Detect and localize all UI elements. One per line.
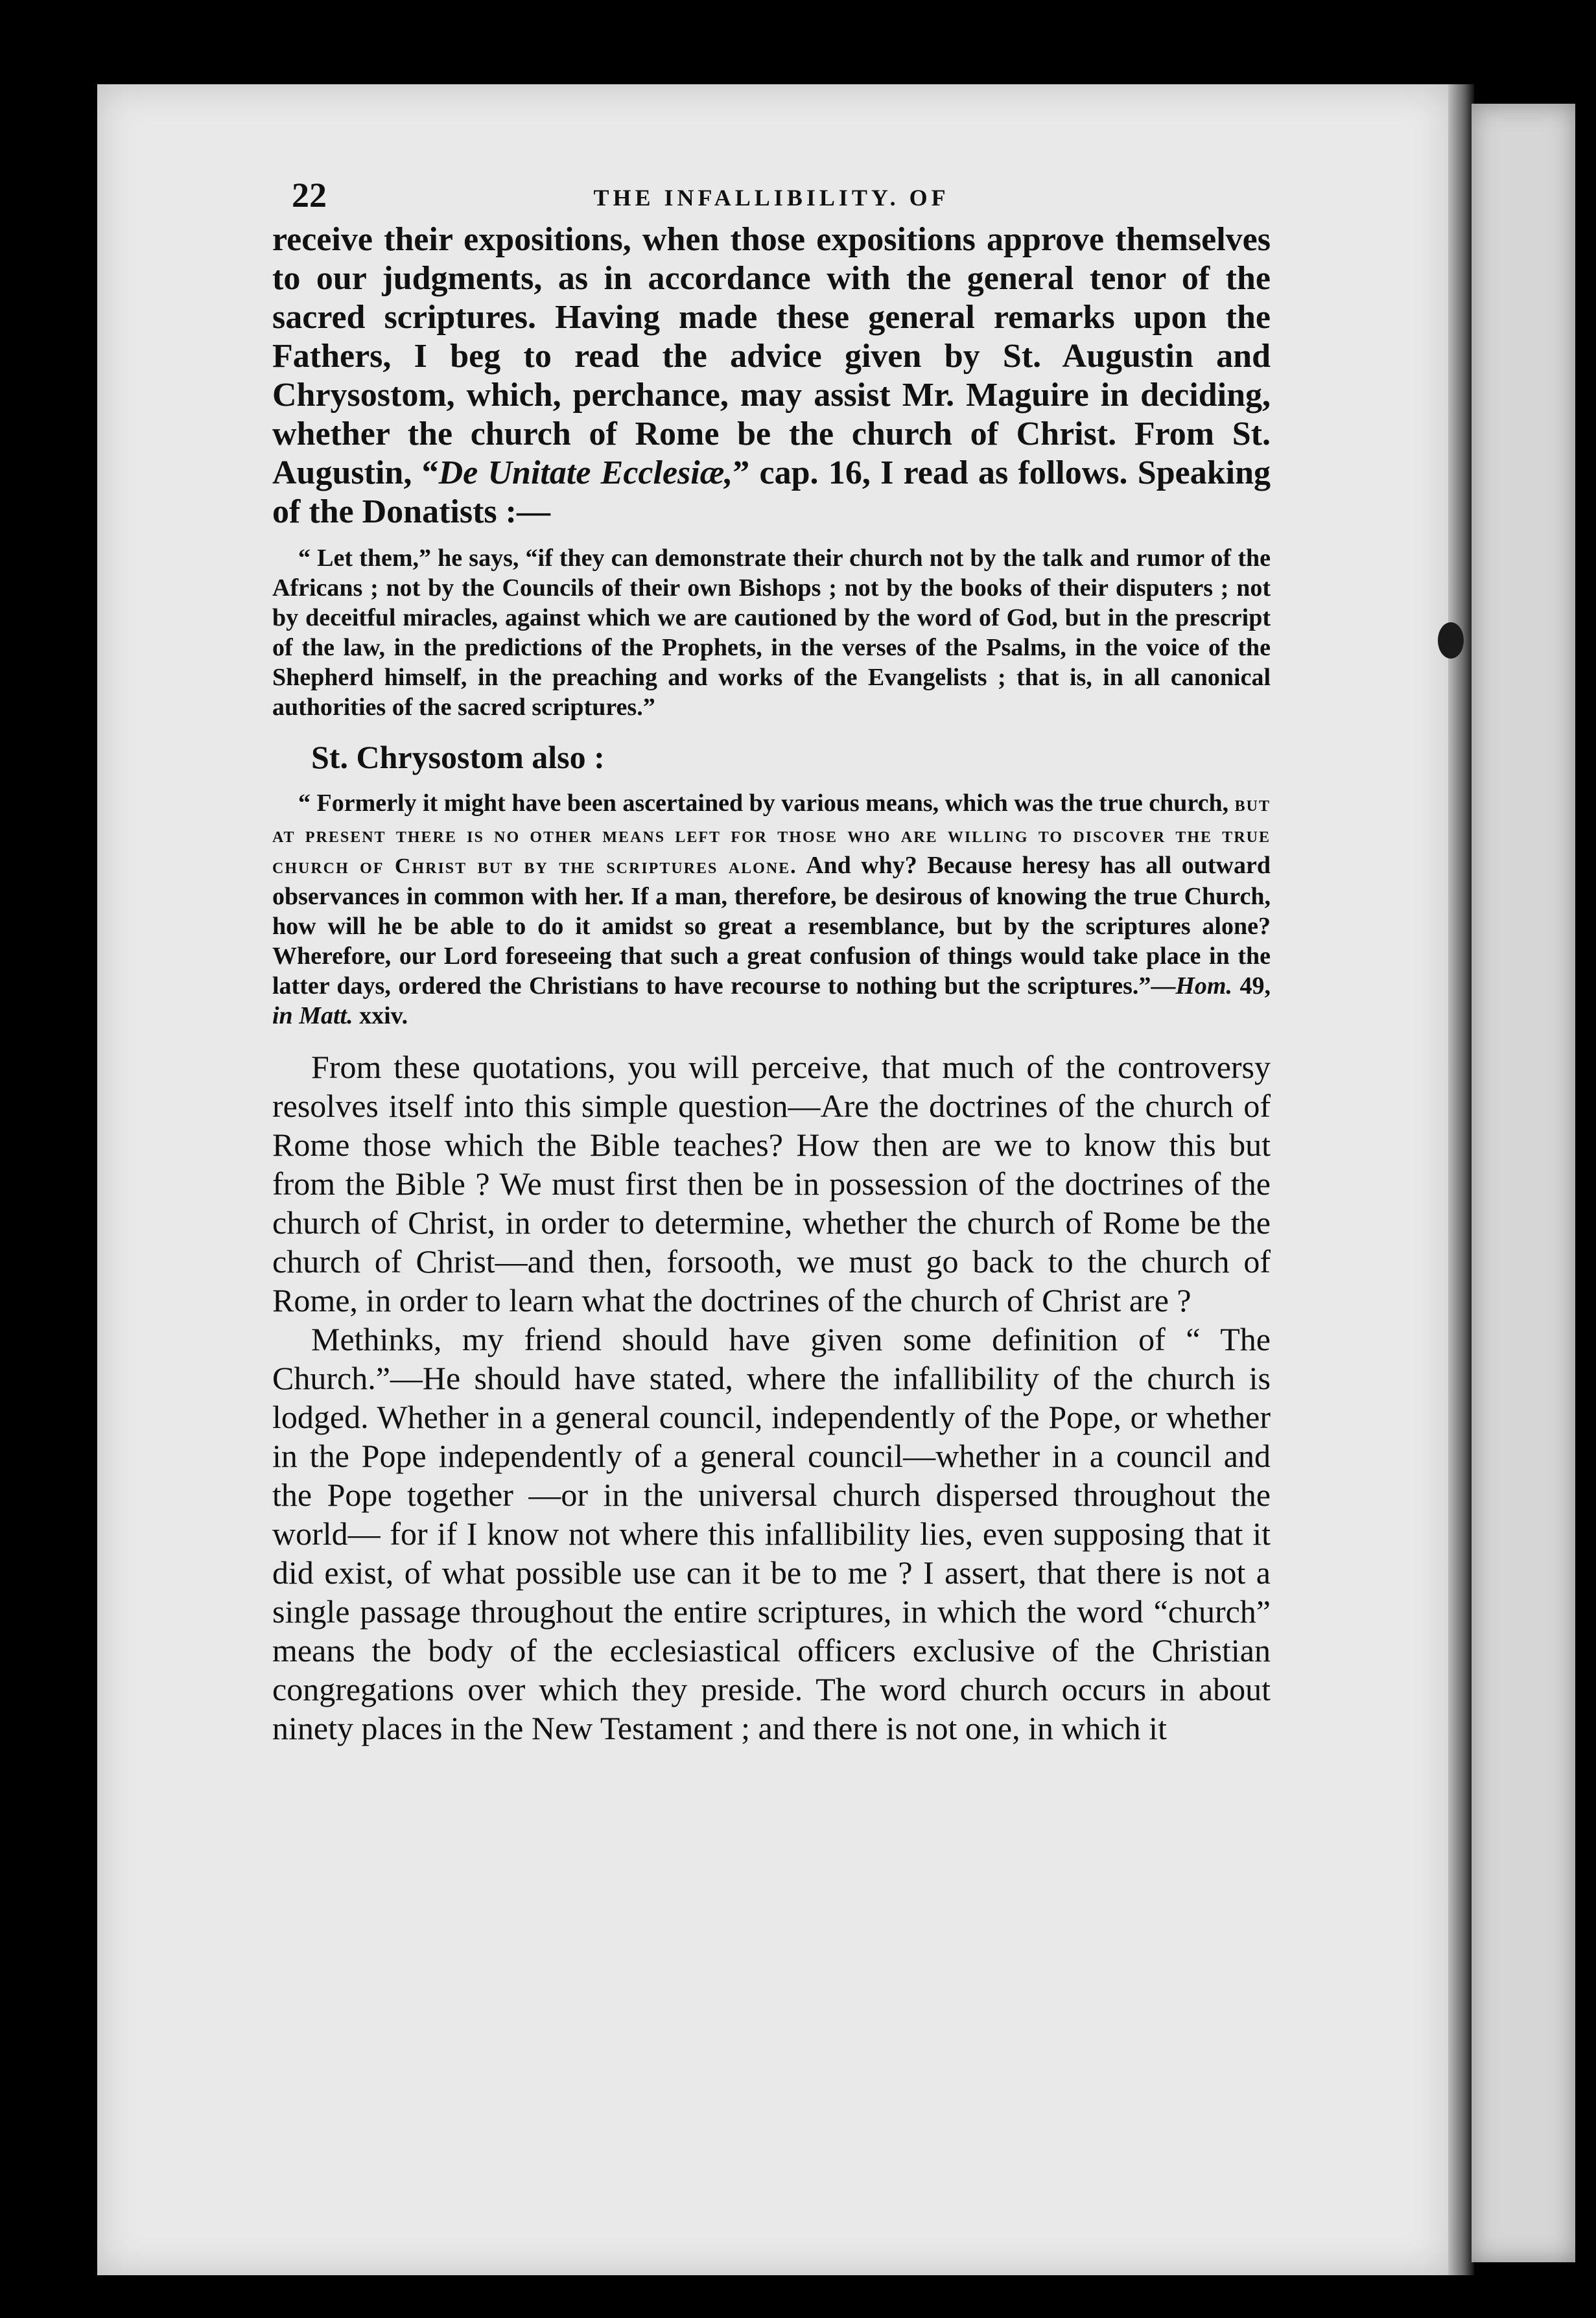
citation-hom: Hom.	[1175, 972, 1232, 1000]
work-title: De Unitate Ecclesiæ,	[438, 454, 733, 491]
quote-text: “ Formerly it might have been ascertained by various means, which was the true church,	[298, 790, 1229, 817]
page-number: 22	[292, 176, 327, 215]
ink-blot-mark	[1438, 622, 1464, 659]
paragraph-augustin-intro	[272, 220, 1271, 532]
paragraph-text: receive their expositions, when those expositions approve themselves to our judgments, as in accordance with the general tenor of the sacred scriptures. Having made these general remarks upon the Fathers, I beg to read the advice given by St. Augustin and Chrysostom, which, perchance, may assist Mr. Maguire in deciding, whether the church of Rome be the church of Christ. From St. Augustin, “	[272, 221, 1271, 491]
citation-number: 49,	[1232, 972, 1271, 1000]
quote-text: And why? Because heresy has all outward observances in common with her. If a man, therefore, be desirous of knowing the true Church, how will he be able to do it amidst so great a resemblance, but by the scriptures alone? Wherefore, our Lord foreseeing that such a great confusion of things would take place in the latter days, ordered the Christians to have recourse to nothing but the scriptures.”—	[272, 852, 1271, 1000]
running-title: THE INFALLIBILITY. OF	[593, 185, 950, 211]
chrysostom-lead-in: St. Chrysostom also :	[311, 739, 605, 775]
paragraph-methinks: Methinks, my friend should have given some definition of “ The Church.”—He should have stated, where the infallibility of the church is lodged. Whether in a general council, independently of the Pope, or whether in the Pope independently of a general council—whether in a council and the Pope together —or in the universal church dispersed throughout the world— for if I know not where this infallibility lies, even supposing that it did exist, of what possible use can it be to me ? I assert, that there is not a single passage throughout the entire scriptures, in which the word “church” means the body of the ecclesiastical officers exclusive of the Christian congregations over which they preside. The word church occurs in about ninety places in the New Testament ; and there is not one, in which it	[272, 1321, 1271, 1746]
citation-chapter: xxiv.	[353, 1002, 408, 1029]
running-head	[272, 175, 1271, 220]
citation-matt: in Matt.	[272, 1002, 353, 1029]
next-page-edge	[1472, 104, 1575, 2262]
paragraph-quotations: From these quotations, you will perceive, that much of the controversy resolves itself into this simple question—Are the doctrines of the church of Rome those which the Bible teaches? How then are we to know this but from the Bible ? We must first then be in possession of the doctrines of the church of Christ, in order to determine, whether the church of Rome be the church of Christ—and then, forsooth, we must go back to the church of Rome, in order to learn what the doctrines of the church of Christ are ?	[272, 1049, 1271, 1318]
small-caps-emphasis: but at present there is no other means left for those who are willing to discover the true church of Christ but by the scriptures alone.	[272, 792, 1271, 878]
quote-augustin: “ Let them,” he says, “if they can demonstrate their church not by the talk and rumor of the Africans ; not by the Councils of their own Bishops ; not by the books of their disputers ; not by deceitful miracles, against which we are cautioned by the word of God, but in the prescript of the law, in the predictions of the Prophets, in the verses of the Psalms, in the voice of the Shepherd himself, in the preaching and works of the Evangelists ; that is, in all canonical authorities of the sacred scriptures.”	[272, 544, 1271, 721]
page-text-block	[272, 175, 1271, 1748]
page-gutter	[1448, 84, 1474, 2275]
paragraph-text: ” cap. 16, I read as follows. Speaking of the Donatists :—	[272, 454, 1271, 530]
quote-chrysostom	[272, 788, 1271, 1031]
